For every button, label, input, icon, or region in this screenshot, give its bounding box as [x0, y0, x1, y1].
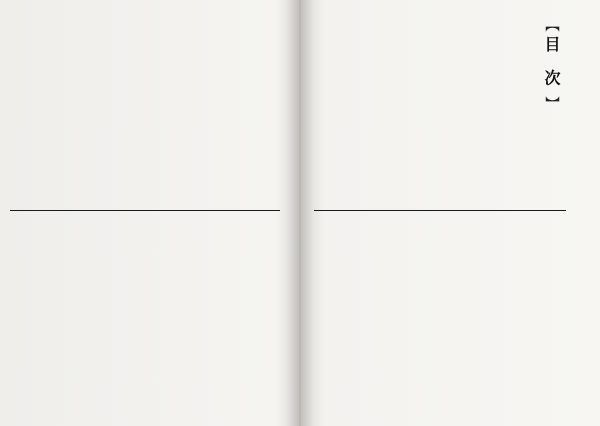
toc-entry	[61, 213, 71, 419]
toc-entry	[228, 213, 238, 419]
toc-entry	[507, 213, 517, 419]
toc-entry	[452, 213, 462, 419]
toc-entry	[83, 213, 93, 419]
toc-entry	[443, 213, 453, 419]
left-page	[0, 0, 292, 426]
toc-entry	[498, 213, 508, 419]
toc-entry	[239, 213, 249, 419]
toc-entry	[261, 213, 271, 419]
toc-entry	[525, 213, 535, 419]
toc-entry	[334, 213, 344, 419]
toc-entry	[272, 213, 282, 419]
toc-entry	[217, 213, 227, 419]
toc-entry	[106, 213, 116, 419]
toc-entry	[94, 213, 104, 419]
right-row-divider	[314, 210, 566, 211]
toc-entry	[150, 213, 160, 419]
toc-entry	[50, 213, 60, 419]
toc-entry	[183, 213, 193, 419]
toc-entry	[398, 213, 408, 419]
toc-entry	[205, 213, 215, 419]
toc-entry	[343, 213, 353, 419]
toc-entry	[379, 213, 389, 419]
toc-entry	[117, 213, 127, 419]
left-row-divider	[10, 210, 280, 211]
toc-entry	[325, 213, 335, 419]
toc-entry	[250, 213, 260, 419]
toc-entry	[39, 213, 49, 419]
toc-entry	[434, 213, 444, 419]
toc-entry	[407, 213, 417, 419]
toc-entry	[516, 213, 526, 419]
toc-entry	[28, 213, 38, 419]
toc-entry	[489, 213, 499, 419]
toc-entry	[352, 213, 362, 419]
toc-title-text: 目 次	[542, 36, 561, 92]
toc-entry	[194, 213, 204, 419]
left-bottom-row	[0, 0, 292, 190]
toc-entry	[139, 213, 149, 419]
toc-entry	[389, 213, 399, 419]
toc-entry	[72, 213, 82, 419]
toc-entry	[17, 213, 27, 419]
toc-entry	[461, 213, 471, 419]
toc-title-close-bracket: 】	[543, 95, 559, 110]
toc-entry	[128, 213, 138, 419]
toc-entry	[470, 213, 480, 419]
toc-entry	[416, 213, 426, 419]
toc-entry	[161, 213, 171, 419]
toc-entry	[361, 213, 371, 419]
toc-title-open-bracket: 【	[543, 18, 559, 32]
toc-title	[540, 16, 562, 112]
toc-entry	[480, 213, 490, 419]
toc-entry	[172, 213, 182, 419]
toc-entry	[425, 213, 435, 419]
toc-entry	[370, 213, 380, 419]
